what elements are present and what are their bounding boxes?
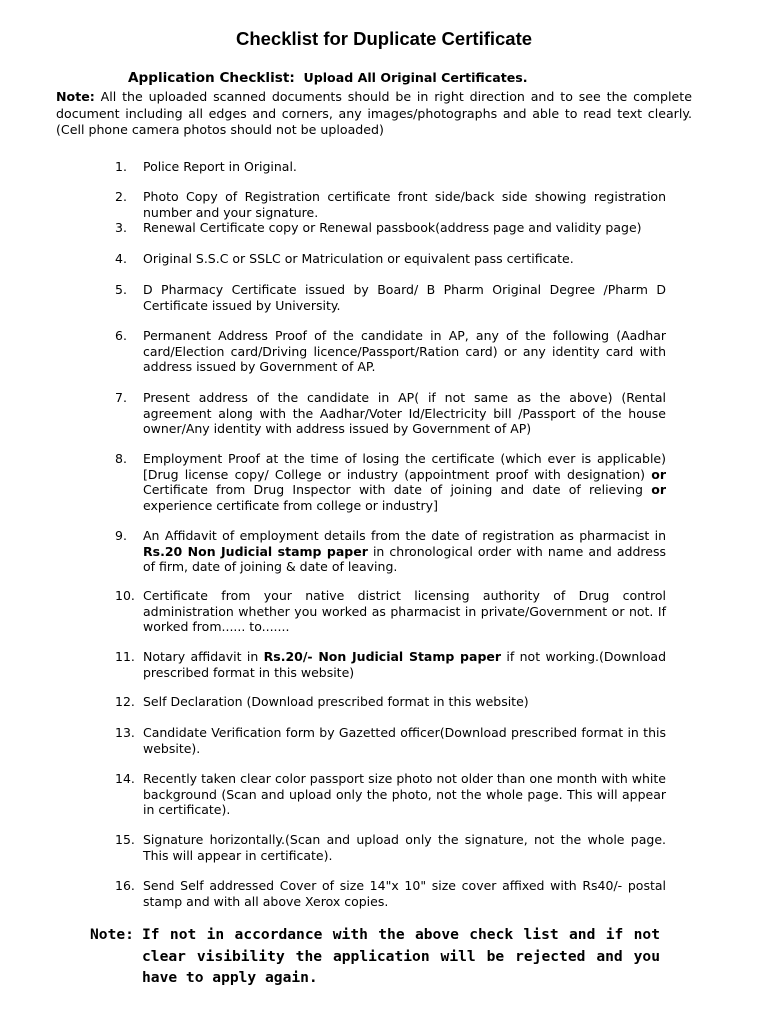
checklist-item-segment: experience certificate from college or industry] [143, 497, 438, 513]
checklist-item-segment: Police Report in Original. [143, 159, 297, 174]
checklist-item-segment: Renewal Certificate copy or Renewal passbook(address page and validity page) [143, 220, 642, 235]
page-title: Checklist for Duplicate Certificate [235, 28, 533, 49]
checklist-item-text [143, 390, 666, 437]
checklist-item-segment: in chronological order with name and address of firm, date of joining & date of leaving. [143, 543, 667, 574]
checklist-item-emphasis: or [651, 466, 666, 482]
checklist-item-segment: Photo Copy of Registration certificate front side/back side showing registration number and your signature. [143, 189, 666, 220]
checklist-item-text [143, 159, 666, 175]
checklist-item-emphasis: Rs.20 Non Judicial stamp paper [143, 543, 368, 559]
checklist-item-segment: Send Self addressed Cover of size 14"x 10" size cover affixed with Rs40/- postal stamp and with all above Xerox copies. [143, 878, 666, 909]
checklist-item-text [143, 771, 666, 818]
checklist-item-segment: Permanent Address Proof of the candidate in AP, any of the following (Aadhar card/Election card/Driving licence/Passport/Ration card) or any identity card with address issued by Government of AP. [143, 328, 666, 374]
checklist-item-segment: Signature horizontally.(Scan and upload only the signature, not the whole page. This will appear in certificate). [143, 832, 666, 863]
checklist-item-number: 7. [115, 390, 127, 405]
upload-note-text: All the uploaded scanned documents should be in right direction and to see the complete document including all edges and corners, any images/photographs and able to read text clearly. (Cell phone camera photos should not be uploaded) [56, 89, 692, 137]
checklist-item-number: 13. [115, 725, 135, 740]
checklist-item-text [143, 588, 666, 635]
checklist-item-text [143, 251, 666, 267]
checklist-item-segment: Original S.S.C or SSLC or Matriculation or equivalent pass certificate. [143, 251, 574, 266]
application-checklist-label: Application Checklist: [128, 70, 295, 86]
application-checklist-sub: Upload All Original Certificates. [303, 70, 528, 85]
checklist-item-number: 4. [115, 251, 127, 266]
checklist-item-text [143, 528, 666, 575]
checklist-item-number: 12. [115, 694, 135, 709]
rejection-note-text: If not in accordance with the above check list and if not clear visibility the application will be rejected and you have to apply again. [142, 926, 660, 986]
checklist-item-segment: Present address of the candidate in AP( if not same as the above) (Rental agreement along with the Aadhar/Voter Id/Electricity bill /Passport of the house owner/Any identity with address issued by Government of AP) [143, 390, 666, 436]
checklist-item-number: 9. [115, 528, 127, 543]
checklist-item-number: 10. [115, 588, 135, 603]
checklist-item-segment: Recently taken clear color passport size photo not older than one month with white background (Scan and upload only the photo, not the whole page. This will appear in certificate). [143, 771, 666, 817]
checklist-item-text [143, 189, 666, 220]
checklist-item-number: 14. [115, 771, 135, 786]
rejection-note-label: Note: [90, 926, 134, 943]
checklist-item-segment: Self Declaration (Download prescribed format in this website) [143, 694, 529, 709]
checklist-item-text [143, 328, 666, 375]
checklist-item-number: 8. [115, 451, 127, 466]
checklist-item-segment: An Affidavit of employment details from the date of registration as pharmacist in [143, 528, 666, 543]
application-checklist-heading [128, 70, 528, 86]
upload-note [56, 89, 692, 139]
checklist-item-segment: Certificate from your native district licensing authority of Drug control administration whether you worked as pharmacist in private/Government or not. If worked from...... to....... [143, 588, 666, 634]
checklist-item-text [143, 282, 666, 313]
checklist-item-segment: if not working.(Download prescribed format in this website) [143, 649, 667, 680]
checklist-item-text [143, 220, 666, 236]
checklist-item-segment: D Pharmacy Certificate issued by Board/ B Pharm Original Degree /Pharm D Certificate issued by University. [143, 282, 666, 313]
upload-note-label: Note: [56, 89, 95, 104]
checklist-item-number: 1. [115, 159, 127, 174]
checklist-item-number: 5. [115, 282, 127, 297]
checklist-item-emphasis: or [651, 482, 666, 497]
checklist-item-number: 2. [115, 189, 127, 204]
checklist-item-number: 11. [115, 649, 135, 664]
checklist-item-text [143, 694, 666, 710]
checklist-item-segment: Employment Proof at the time of losing the certificate (which ever is applicable) [Drug license copy/ College or industry (appointment proof with designation) [143, 451, 666, 482]
checklist-item-text [143, 451, 666, 513]
checklist-item-number: 3. [115, 220, 127, 235]
checklist-item-segment: Notary affidavit in [143, 649, 264, 664]
checklist-item-segment: Candidate Verification form by Gazetted officer(Download prescribed format in this website). [143, 725, 666, 756]
checklist-item-number: 6. [115, 328, 127, 343]
checklist-item-emphasis: Rs.20/- Non Judicial Stamp paper [263, 649, 502, 664]
checklist-item-segment: Certificate from Drug Inspector with date of joining and date of relieving [143, 482, 652, 497]
checklist-item-text [143, 649, 666, 680]
checklist-item-text [143, 832, 666, 863]
checklist-item-number: 15. [115, 832, 135, 847]
checklist-item-number: 16. [115, 878, 135, 893]
checklist-item-text [143, 878, 666, 909]
checklist-item-text [143, 725, 666, 756]
